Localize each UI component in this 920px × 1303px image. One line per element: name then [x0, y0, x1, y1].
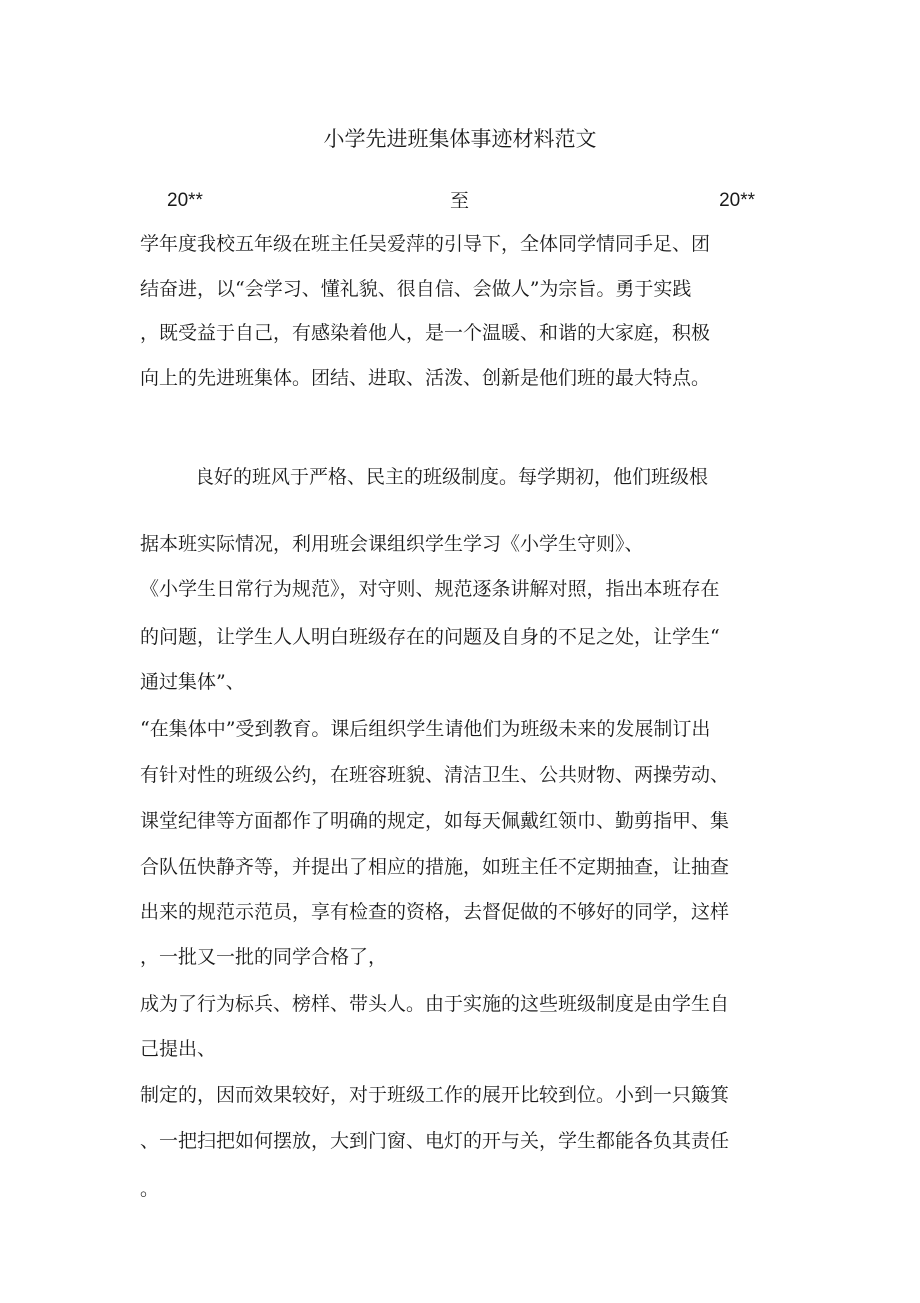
document-title: 小学先进班集体事迹材料范文 — [323, 127, 597, 151]
body-line: 。 — [140, 1178, 160, 1200]
year-separator: 至 — [450, 190, 470, 212]
body-line: 、一把扫把如何摆放，大到门窗、电灯的开与关，学生都能各负其责任 — [140, 1130, 730, 1152]
body-line: 己提出、 — [140, 1038, 217, 1060]
body-line: 据本班实际情况，利用班会课组织学生学习《小学生守则》、 — [140, 533, 644, 555]
body-line: 通过集体”、 — [140, 671, 245, 693]
body-line: 有针对性的班级公约，在班容班貌、清洁卫生、公共财物、两操劳动、 — [140, 764, 730, 786]
body-line: 学年度我校五年级在班主任吴爱萍的引导下，全体同学情同手足、团 — [140, 233, 711, 255]
year-end: 20** — [719, 190, 755, 211]
body-line: 制定的，因而效果较好，对于班级工作的展开比较到位。小到一只簸箕 — [140, 1084, 730, 1106]
body-line: 成为了行为标兵、榜样、带头人。由于实施的这些班级制度是由学生自 — [140, 993, 730, 1015]
body-line: 结奋进，以“会学习、懂礼貌、很自信、会做人”为宗旨。勇于实践 — [140, 278, 692, 300]
body-line: “在集体中”受到教育。课后组织学生请他们为班级未来的发展制订出 — [140, 718, 711, 740]
body-line: 向上的先进班集体。团结、进取、活泼、创新是他们班的最大特点。 — [140, 367, 711, 389]
year-range-row — [140, 186, 755, 216]
body-line: ，一批又一批的同学合格了， — [140, 946, 388, 968]
body-line: 出来的规范示范员，享有检查的资格，去督促做的不够好的同学，这样 — [140, 901, 730, 923]
body-line: ，既受益于自己，有感染着他人，是一个温暖、和谐的大家庭，积极 — [140, 322, 711, 344]
body-line: 《小学生日常行为规范》，对守则、规范逐条讲解对照，指出本班存在 — [140, 578, 720, 600]
paragraph-first-line: 良好的班风于严格、民主的班级制度。每学期初，他们班级根 — [195, 466, 709, 488]
body-line: 课堂纪律等方面都作了明确的规定，如每天佩戴红领巾、勤剪指甲、集 — [140, 810, 730, 832]
body-line: 合队伍快静齐等，并提出了相应的措施，如班主任不定期抽查，让抽查 — [140, 856, 730, 878]
year-start: 20** — [167, 190, 203, 211]
body-line: 的问题，让学生人人明白班级存在的问题及自身的不足之处，让学生“ — [140, 626, 720, 648]
